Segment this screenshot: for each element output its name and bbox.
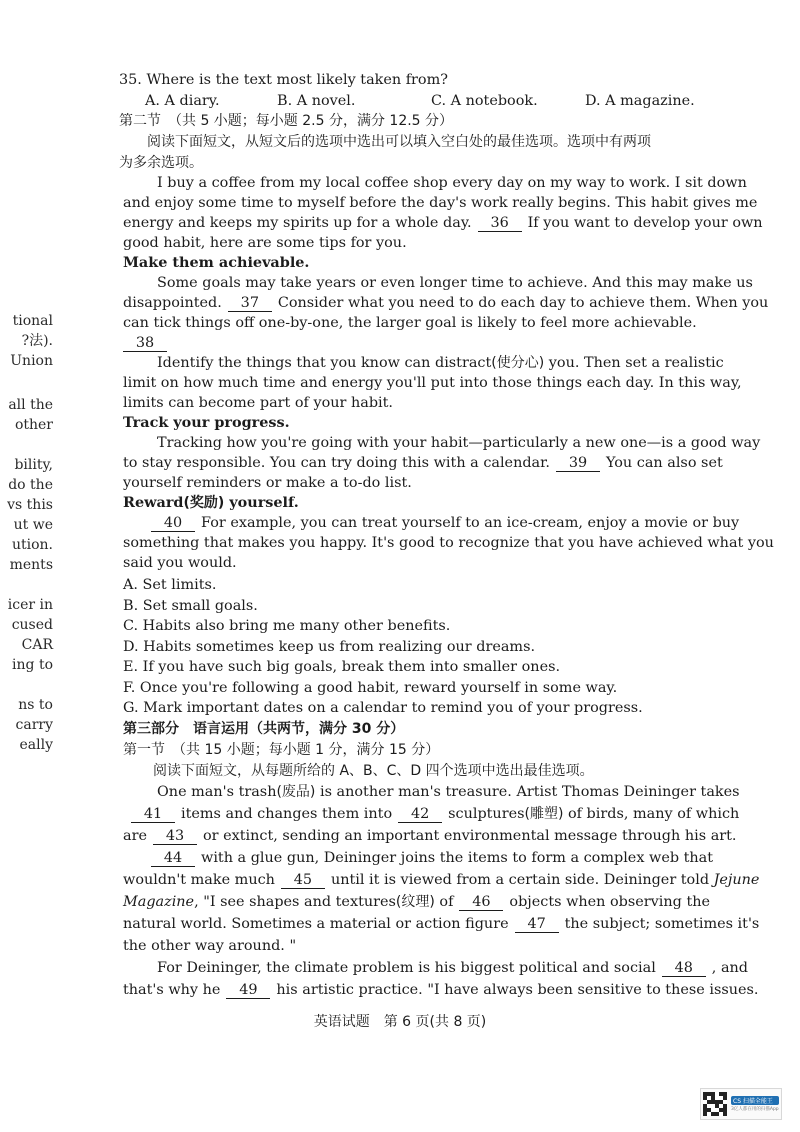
text: of birds, many of which xyxy=(563,806,740,822)
text: For Deininger, the climate problem is his biggest political and social xyxy=(157,960,656,976)
text: , and xyxy=(711,960,749,976)
gloss: (纹理) xyxy=(395,894,435,910)
blank-37[interactable]: 37 xyxy=(228,295,272,312)
passage-line: something that makes you happy. It's good to recognize that you have achieved what you xyxy=(123,535,774,551)
blank-49[interactable]: 49 xyxy=(226,982,270,999)
passage-line xyxy=(131,804,739,824)
qr-module xyxy=(723,1112,727,1116)
adjacent-page-fragment: carry xyxy=(15,717,53,733)
adjacent-page-fragment: eally xyxy=(19,737,53,753)
adjacent-page-fragment: do the xyxy=(8,477,53,493)
q35-option-b[interactable]: B. A novel. xyxy=(277,93,356,109)
blank-40[interactable]: 40 xyxy=(151,515,195,532)
adjacent-page-fragment: ution. xyxy=(11,537,53,553)
text: disappointed. xyxy=(123,295,222,311)
watermark-subtext: 3亿人都在用的扫描App xyxy=(731,1107,779,1112)
text: the subject; sometimes it's xyxy=(564,916,760,932)
section-2-instruction-cont: 为多余选项。 xyxy=(119,155,203,171)
part-3-instruction: 阅读下面短文，从每题所给的 A、B、C、D 四个选项中选出最佳选项。 xyxy=(153,763,594,779)
blank-39[interactable]: 39 xyxy=(556,455,600,472)
blank-41[interactable]: 41 xyxy=(131,806,175,823)
text: Reward xyxy=(123,494,184,511)
passage-line: yourself reminders or make a to-do list. xyxy=(123,475,412,491)
adjacent-page-fragment: other xyxy=(14,417,53,433)
blank-48[interactable]: 48 xyxy=(662,960,706,977)
q35-option-c[interactable]: C. A notebook. xyxy=(431,93,538,109)
page-footer: 英语试题 第 6 页(共 8 页) xyxy=(313,1014,487,1030)
text: , "I see shapes and textures xyxy=(194,894,396,910)
qr-code-icon xyxy=(703,1092,727,1116)
adjacent-page-fragment: ?法). xyxy=(21,333,53,349)
blank-46[interactable]: 46 xyxy=(459,894,503,911)
part-3-heading: 第三部分 语言运用（共两节，满分 30 分） xyxy=(123,721,405,737)
text: is another man's treasure. Artist Thomas Deininger takes xyxy=(315,784,740,800)
adjacent-page-fragment: ns to xyxy=(18,697,53,713)
text: One man's trash xyxy=(157,784,277,800)
adjacent-page-fragment: cused xyxy=(11,617,53,633)
q35-option-a[interactable]: A. A diary. xyxy=(145,93,220,109)
gloss: (雕塑) xyxy=(524,806,564,822)
text: Identify the things that you know can distract xyxy=(157,355,492,371)
adjacent-page-fragment: bility, xyxy=(14,457,53,473)
option-a[interactable]: A. Set limits. xyxy=(123,577,217,593)
passage-line xyxy=(123,914,759,934)
option-f[interactable]: F. Once you're following a good habit, reward yourself in some way. xyxy=(123,680,618,696)
text: natural world. Sometimes a material or action figure xyxy=(123,916,509,932)
text: or extinct, sending an important environmental message through his art. xyxy=(202,828,737,844)
adjacent-page-fragment: ing to xyxy=(12,657,53,673)
watermark-badge: CS 扫描全能王 xyxy=(731,1096,779,1105)
text: his artistic practice. "I have always been sensitive to these issues. xyxy=(276,982,759,998)
subheading-track-progress: Track your progress. xyxy=(123,414,290,431)
subheading-make-achievable: Make them achievable. xyxy=(123,254,310,271)
text: objects when observing the xyxy=(509,894,711,910)
text: to stay responsible. You can try doing this with a calendar. xyxy=(123,455,551,471)
section-2-instruction: 阅读下面短文，从短文后的选项中选出可以填入空白处的最佳选项。选项中有两项 xyxy=(147,134,651,150)
text: energy and keeps my spirits up for a whole day. xyxy=(123,215,472,231)
text: items and changes them into xyxy=(181,806,393,822)
option-b[interactable]: B. Set small goals. xyxy=(123,598,258,614)
option-e[interactable]: E. If you have such big goals, break them into smaller ones. xyxy=(123,659,561,675)
blank-44[interactable]: 44 xyxy=(151,850,195,867)
passage-line: and enjoy some time to myself before the day's work really begins. This habit gives me xyxy=(123,195,758,211)
adjacent-page-fragment: Union xyxy=(10,353,53,369)
blank-36[interactable]: 36 xyxy=(478,215,522,232)
passage-line: the other way around. " xyxy=(123,938,297,954)
option-d[interactable]: D. Habits sometimes keep us from realizing our dreams. xyxy=(123,639,536,655)
adjacent-page-fragment: icer in xyxy=(7,597,53,613)
passage-line: good habit, here are some tips for you. xyxy=(123,235,407,251)
blank-47[interactable]: 47 xyxy=(515,916,559,933)
watermark-text xyxy=(731,1096,779,1112)
text: For example, you can treat yourself to an ice-cream, enjoy a movie or buy xyxy=(201,515,740,531)
part-3-section-1-heading: 第一节 （共 15 小题；每小题 1 分，满分 15 分） xyxy=(123,742,440,758)
adjacent-page-fragment: tional xyxy=(12,313,53,329)
section-2-heading: 第二节 （共 5 小题；每小题 2.5 分，满分 12.5 分） xyxy=(119,113,454,129)
blank-45[interactable]: 45 xyxy=(281,872,325,889)
adjacent-page-fragment: all the xyxy=(8,397,53,413)
gloss: (废品) xyxy=(276,784,316,800)
passage-line: limits can become part of your habit. xyxy=(123,395,393,411)
passage-line xyxy=(123,453,723,473)
text: If you want to develop your own xyxy=(527,215,763,231)
blank-43[interactable]: 43 xyxy=(153,828,197,845)
passage-line: Some goals may take years or even longer time to achieve. And this may make us xyxy=(157,275,753,291)
passage-line xyxy=(151,513,739,533)
scanner-watermark xyxy=(700,1088,782,1120)
passage-line: said you would. xyxy=(123,555,237,571)
text: that's why he xyxy=(123,982,221,998)
gloss: (使分心) xyxy=(491,355,545,371)
passage-line xyxy=(123,213,763,233)
passage-line: I buy a coffee from my local coffee shop every day on my way to work. I sit down xyxy=(157,175,747,191)
text: you. Then set a realistic xyxy=(544,355,724,371)
passage-line xyxy=(157,958,748,978)
text: yourself. xyxy=(224,494,299,511)
adjacent-page-fragment: vs this xyxy=(7,497,53,513)
passage-line: Tracking how you're going with your habit—particularly a new one—is a good way xyxy=(157,435,761,451)
q35-option-d[interactable]: D. A magazine. xyxy=(585,93,695,109)
blank-38[interactable]: 38 xyxy=(123,335,167,352)
passage-line xyxy=(123,980,758,1000)
passage-line xyxy=(123,892,710,912)
subheading-reward xyxy=(123,493,299,513)
adjacent-page-fragment: CAR xyxy=(21,637,53,653)
passage-line xyxy=(123,333,173,353)
question-35: 35. Where is the text most likely taken from? xyxy=(119,72,448,88)
adjacent-page-clipped-column xyxy=(0,0,60,1132)
adjacent-page-fragment: ut we xyxy=(13,517,53,533)
question-35-options xyxy=(145,91,695,111)
gloss: (奖励) xyxy=(183,495,225,511)
magazine-name: Jejune xyxy=(713,872,760,888)
magazine-name: Magazine xyxy=(123,894,195,910)
passage-line xyxy=(151,848,713,868)
text: with a glue gun, Deininger joins the items to form a complex web that xyxy=(201,850,714,866)
passage-line xyxy=(123,293,768,313)
text: are xyxy=(123,828,147,844)
text: wouldn't make much xyxy=(123,872,275,888)
passage-line xyxy=(123,870,759,890)
text: of xyxy=(434,894,454,910)
passage-line: limit on how much time and energy you'll put into those things each day. In this way, xyxy=(123,375,742,391)
passage-line xyxy=(123,826,737,846)
text: sculptures xyxy=(448,806,525,822)
blank-42[interactable]: 42 xyxy=(398,806,442,823)
passage-line xyxy=(157,353,724,373)
passage-line: can tick things off one-by-one, the larger goal is likely to feel more achievable. xyxy=(123,315,697,331)
text: Consider what you need to do each day to achieve them. When you xyxy=(277,295,769,311)
option-c[interactable]: C. Habits also bring me many other benefits. xyxy=(123,618,451,634)
text: You can also set xyxy=(606,455,723,471)
text: until it is viewed from a certain side. Deininger told xyxy=(330,872,710,888)
passage-line xyxy=(157,782,740,802)
option-g[interactable]: G. Mark important dates on a calendar to remind you of your progress. xyxy=(123,700,643,716)
adjacent-page-fragment: ments xyxy=(9,557,53,573)
